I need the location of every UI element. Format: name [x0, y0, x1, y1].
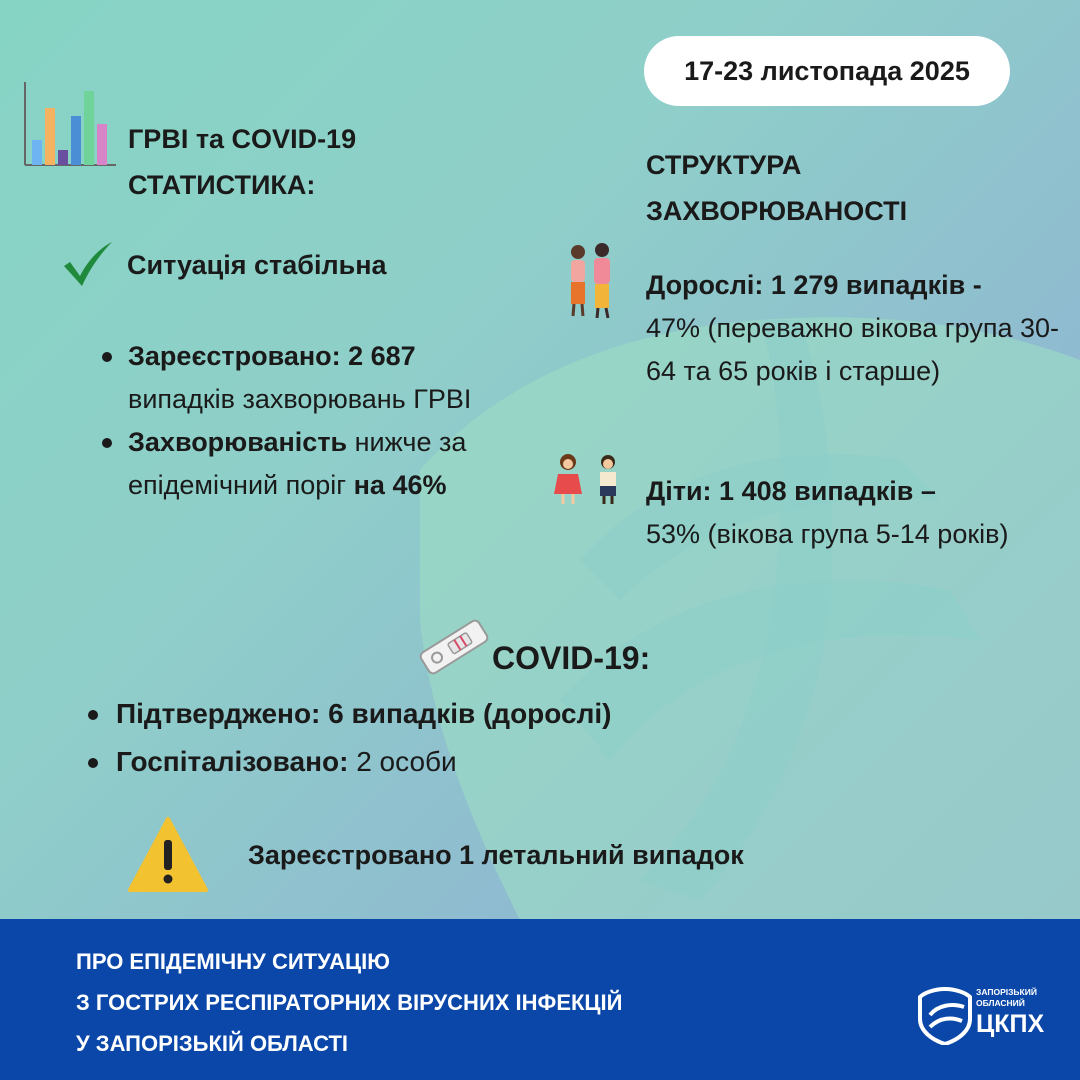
shield-logo-icon [918, 987, 972, 1045]
page-title: ГРВІ та COVID-19 СТАТИСТИКА: [128, 124, 357, 200]
children-illustration-icon [548, 452, 628, 506]
bar-chart-icon [20, 80, 118, 168]
stats-list [100, 335, 540, 507]
date-badge: 17-23 листопада 2025 [644, 36, 1010, 106]
footer [0, 919, 1080, 1080]
rapid-test-icon [418, 618, 490, 676]
list-item: Госпіталізовано: 2 особи [86, 738, 786, 786]
org-logo [918, 987, 1058, 1067]
org-abbr: ЦКПХ [976, 1010, 1045, 1038]
covid-heading: COVID-19: [492, 640, 651, 676]
list-item: Захворюваність нижче за епідемічний поріг на 46% [100, 421, 540, 507]
checkmark-icon [62, 240, 114, 288]
org-name: ЗАПОРІЗЬКИЙ ОБЛАСНИЙ [976, 987, 1037, 1008]
fatal-case-text: Зареєстровано 1 летальний випадок [248, 840, 744, 870]
adults-illustration-icon [560, 240, 624, 320]
adults-stats: Дорослі: 1 279 випадків - 47% (переважно вікова група 30-64 та 65 років і старше) [646, 270, 1060, 386]
footer-title: ПРО ЕПІДЕМІЧНУ СИТУАЦІЮ З ГОСТРИХ РЕСПІРАТОРНИХ ВІРУСНИХ ІНФЕКЦІЙ У ЗАПОРІЗЬКІЙ ОБЛАСТІ [76, 949, 623, 1056]
warning-icon [128, 816, 208, 894]
list-item: Підтверджено: 6 випадків (дорослі) [86, 690, 786, 738]
structure-heading: СТРУКТУРА ЗАХВОРЮВАНОСТІ [646, 150, 908, 226]
covid-list [86, 690, 786, 786]
status-text: Ситуація стабільна [127, 250, 387, 280]
list-item: Зареєстровано: 2 687 випадків захворювань ГРВІ [100, 335, 540, 421]
children-stats: Діти: 1 408 випадків – 53% (вікова група 5-14 років) [646, 476, 1009, 549]
